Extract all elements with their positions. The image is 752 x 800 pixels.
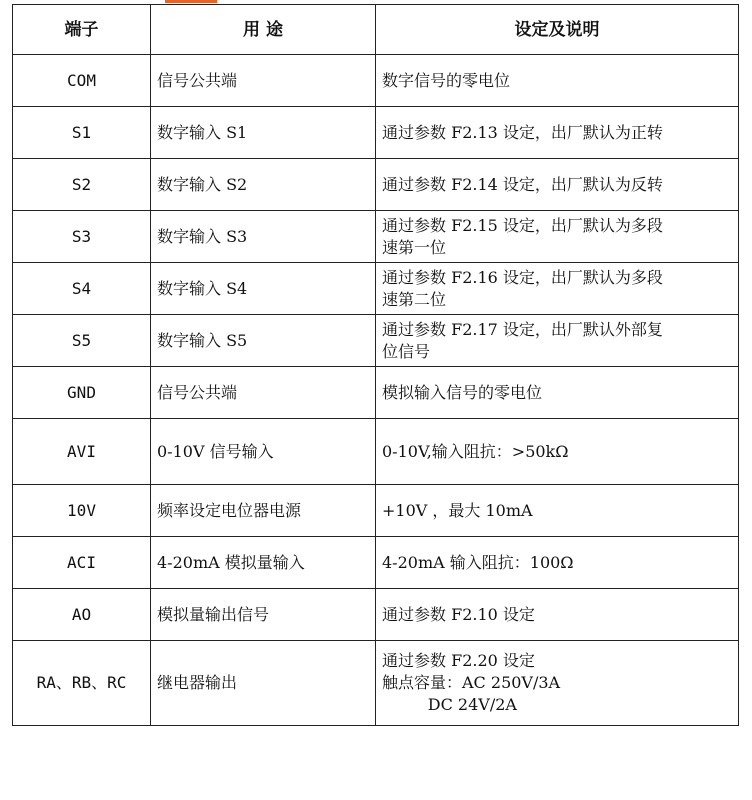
description-line: 速第二位 (382, 289, 447, 309)
description-line: 通过参数 F2.13 设定，出厂默认为正转 (382, 122, 663, 142)
terminal-cell: 10V (13, 485, 151, 537)
description-line: 通过参数 F2.15 设定，出厂默认为多段 (382, 215, 663, 235)
terminal-cell: S2 (13, 159, 151, 211)
table-row (13, 263, 739, 315)
description-line: 4-20mA 输入阻抗：100Ω (382, 552, 574, 572)
table-header-row (13, 5, 739, 55)
description-line: 速第一位 (382, 237, 447, 257)
usage-cell: 继电器输出 (151, 641, 376, 726)
terminal-spec-table (12, 4, 739, 726)
usage-cell: 信号公共端 (151, 367, 376, 419)
description-cell (376, 537, 739, 589)
usage-cell: 数字输入 S3 (151, 211, 376, 263)
header-terminal: 端子 (13, 5, 151, 55)
table-row (13, 537, 739, 589)
terminal-cell: ACI (13, 537, 151, 589)
usage-cell: 数字输入 S2 (151, 159, 376, 211)
table-row (13, 159, 739, 211)
description-line: +10V ，最大 10mA (382, 500, 533, 520)
terminal-cell: S4 (13, 263, 151, 315)
table-row (13, 419, 739, 485)
terminal-cell: AVI (13, 419, 151, 485)
description-cell (376, 263, 739, 315)
usage-cell: 信号公共端 (151, 55, 376, 107)
description-line: 通过参数 F2.14 设定，出厂默认为反转 (382, 174, 663, 194)
terminal-cell: S1 (13, 107, 151, 159)
description-line: 数字信号的零电位 (382, 70, 511, 90)
terminal-cell: S3 (13, 211, 151, 263)
description-cell (376, 211, 739, 263)
terminal-cell: RA、RB、RC (13, 641, 151, 726)
terminal-cell: GND (13, 367, 151, 419)
usage-cell: 数字输入 S5 (151, 315, 376, 367)
terminal-cell: COM (13, 55, 151, 107)
description-line: 通过参数 F2.16 设定，出厂默认为多段 (382, 267, 663, 287)
terminal-cell: AO (13, 589, 151, 641)
table-row (13, 107, 739, 159)
table-row (13, 315, 739, 367)
table-row (13, 641, 739, 726)
description-line: 触点容量：AC 250V/3A (382, 673, 561, 692)
description-line: 通过参数 F2.20 设定 (382, 651, 535, 670)
table-row (13, 367, 739, 419)
header-description: 设定及说明 (376, 5, 739, 55)
description-line: 模拟输入信号的零电位 (382, 382, 543, 402)
description-line: 0-10V,输入阻抗：>50kΩ (382, 441, 569, 461)
description-cell (376, 315, 739, 367)
description-cell (376, 107, 739, 159)
description-cell (376, 159, 739, 211)
header-usage: 用 途 (151, 5, 376, 55)
description-cell (376, 641, 739, 726)
description-line: 通过参数 F2.10 设定 (382, 604, 535, 624)
description-cell (376, 55, 739, 107)
usage-cell: 数字输入 S1 (151, 107, 376, 159)
table-row (13, 211, 739, 263)
description-cell (376, 485, 739, 537)
description-cell (376, 419, 739, 485)
description-cell (376, 367, 739, 419)
terminal-cell: S5 (13, 315, 151, 367)
description-line: DC 24V/2A (382, 695, 517, 714)
usage-cell: 频率设定电位器电源 (151, 485, 376, 537)
table-row (13, 485, 739, 537)
usage-cell: 0-10V 信号输入 (151, 419, 376, 485)
accent-bar (165, 0, 217, 3)
usage-cell: 4-20mA 模拟量输入 (151, 537, 376, 589)
usage-cell: 模拟量输出信号 (151, 589, 376, 641)
description-line: 位信号 (382, 341, 431, 361)
table-body (13, 55, 739, 726)
table-row (13, 55, 739, 107)
description-line: 通过参数 F2.17 设定，出厂默认外部复 (382, 319, 663, 339)
table-row (13, 589, 739, 641)
usage-cell: 数字输入 S4 (151, 263, 376, 315)
description-cell (376, 589, 739, 641)
